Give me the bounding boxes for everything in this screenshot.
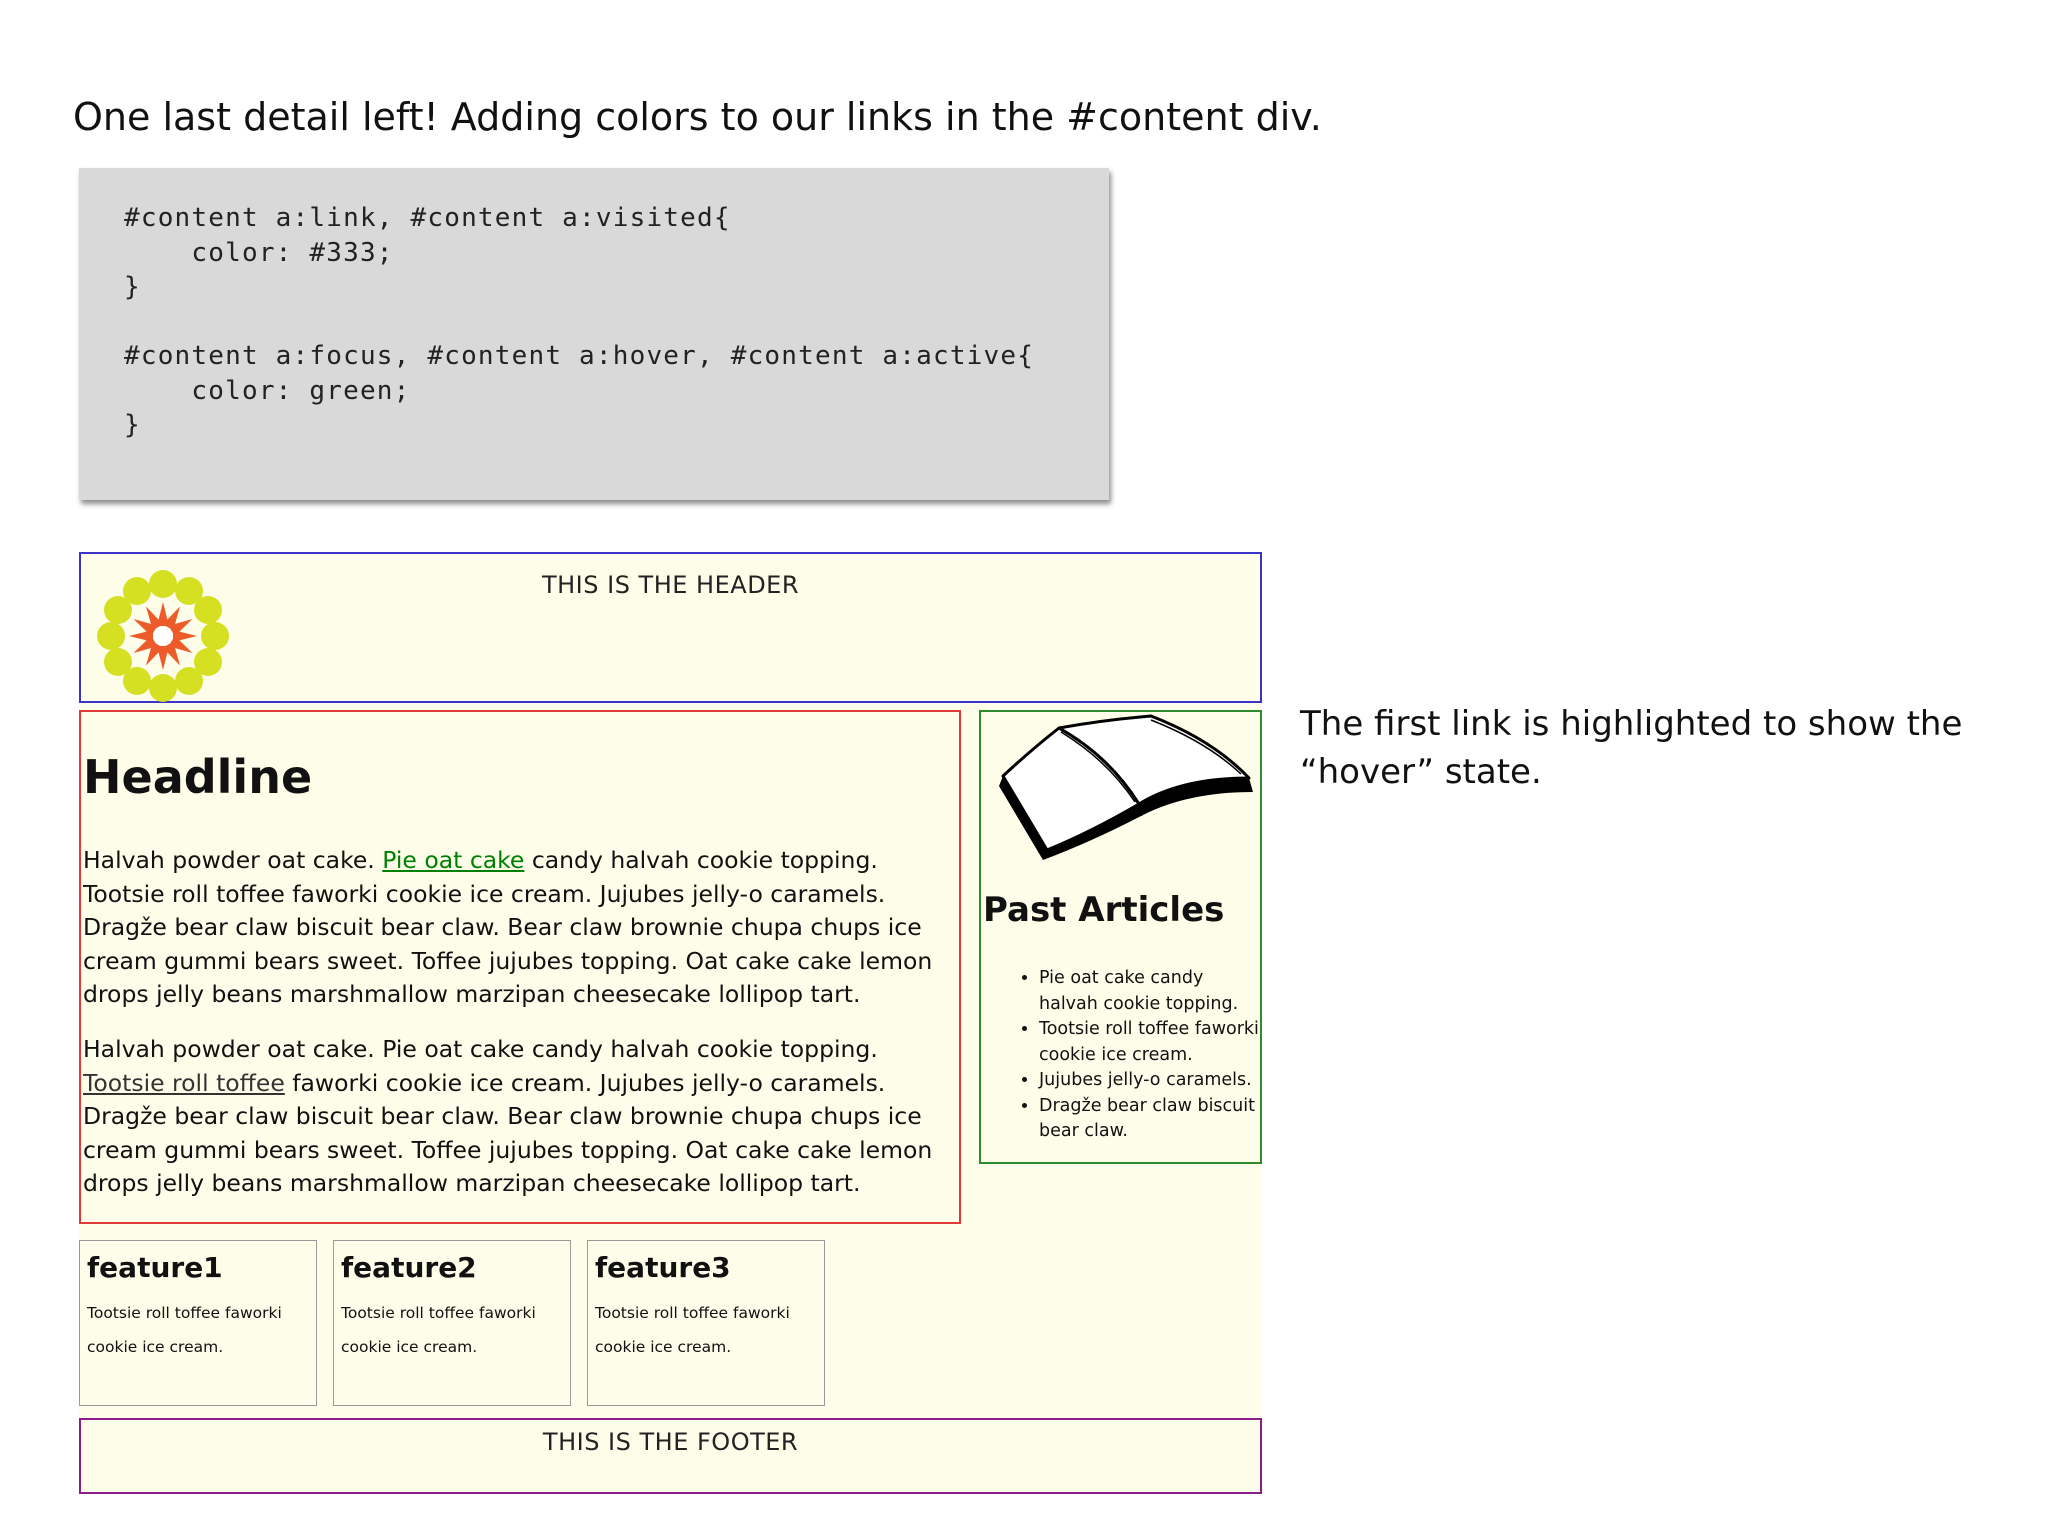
feature-text: Tootsie roll toffee faworki cookie ice cream. bbox=[341, 1304, 536, 1356]
feature-title: feature1 bbox=[87, 1251, 223, 1284]
paragraph-text: faworki cookie ice cream. Jujubes jelly-o caramels. Dragže bear claw biscuit bear claw. Bear claw brownie chupa chups ice cream gummi bears sweet. Toffee jujubes topping. Oat cake cake lemon drops jelly beans marshmallow marzipan cheesecake lollipop tart. bbox=[83, 1068, 933, 1197]
css-code: #content a:link, #content a:visited{ color: #333; } #content a:focus, #content a:hover, #content a:active{ color: green; } bbox=[124, 203, 1035, 440]
feature-title: feature3 bbox=[595, 1251, 731, 1284]
paragraph-text: Halvah powder oat cake. bbox=[83, 846, 383, 874]
list-item: • Tootsie roll toffee faworki cookie ice cream. bbox=[1039, 1017, 1261, 1068]
list-item: • Jujubes jelly-o caramels. bbox=[1039, 1068, 1261, 1094]
open-book-icon bbox=[991, 712, 1255, 862]
paragraph-text: Halvah powder oat cake. Pie oat cake candy halvah cookie topping. bbox=[83, 1035, 878, 1063]
footer-text: THIS IS THE FOOTER bbox=[542, 1428, 799, 1456]
mock-footer bbox=[79, 1418, 1262, 1494]
side-note: The first link is highlighted to show the “hover” state. bbox=[1300, 704, 1963, 792]
feature-box-1 bbox=[79, 1240, 317, 1406]
content-paragraph bbox=[83, 1033, 949, 1201]
sidebar-heading: Past Articles bbox=[983, 890, 1225, 930]
feature-text: Tootsie roll toffee faworki cookie ice cream. bbox=[595, 1304, 790, 1356]
feature-box-2 bbox=[333, 1240, 571, 1406]
list-item: • Dragže bear claw biscuit bear claw. bbox=[1039, 1094, 1261, 1145]
header-text: THIS IS THE HEADER bbox=[541, 571, 800, 599]
hovered-link[interactable]: Pie oat cake bbox=[382, 846, 525, 874]
content-paragraph bbox=[83, 844, 949, 1012]
sidebar-article-list bbox=[981, 966, 1261, 1145]
mock-sidebar bbox=[979, 710, 1262, 1164]
list-item: • Pie oat cake candy halvah cookie topping. bbox=[1039, 966, 1261, 1017]
feature-box-3 bbox=[587, 1240, 825, 1406]
content-link[interactable]: Tootsie roll toffee bbox=[83, 1068, 285, 1097]
mock-header bbox=[79, 552, 1262, 703]
slide-title: One last detail left! Adding colors to our links in the #content div. bbox=[73, 95, 1322, 139]
paragraph-text: candy halvah cookie topping. Tootsie roll toffee faworki cookie ice cream. Jujubes jelly-o caramels. Dragže bear claw biscuit bear claw. Bear claw brownie chupa chups ice cream gummi bears sweet. Toffee jujubes topping. Oat cake cake lemon drops jelly beans marshmallow marzipan cheesecake lollipop tart. bbox=[83, 846, 933, 1008]
headline: Headline bbox=[83, 750, 313, 804]
mock-content bbox=[79, 710, 961, 1224]
mock-page-screenshot bbox=[79, 552, 1262, 1492]
feature-text: Tootsie roll toffee faworki cookie ice cream. bbox=[87, 1304, 282, 1356]
feature-title: feature2 bbox=[341, 1251, 477, 1284]
code-block bbox=[79, 168, 1109, 500]
